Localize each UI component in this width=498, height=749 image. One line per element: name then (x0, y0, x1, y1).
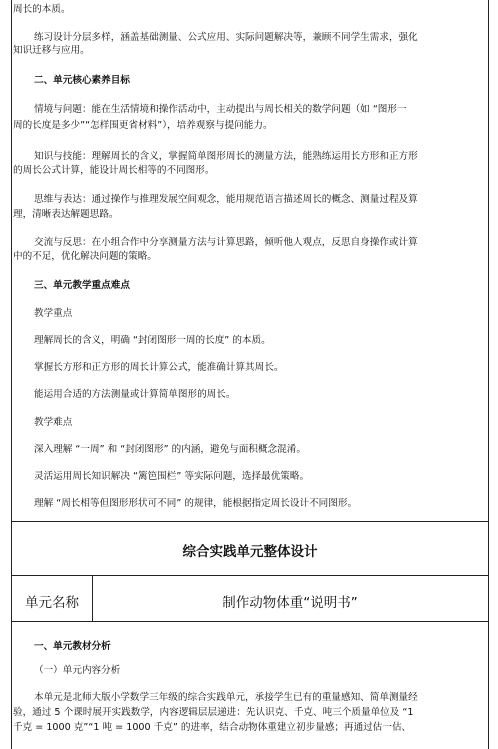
unit-name-value: 制作动物体重“说明书” (222, 595, 358, 611)
section-heading: 二、单元核心素养目标 (34, 75, 130, 86)
section-heading: 一、单元教材分析 (34, 641, 111, 652)
text-line: 教学重点 (34, 308, 73, 319)
page-title: 综合实践单元整体设计 (182, 544, 318, 560)
text-line: 深入理解 “一周” 和 “封闭图形” 的内涵，避免与面积概念混淆。 (34, 444, 306, 455)
text-line: 情境与问题：能在生活情境和操作活动中，主动提出与周长相关的数学问题（如 “图形一 (34, 104, 407, 115)
material-analysis-section (11, 622, 489, 749)
text-line: 能运用合适的方法测量或计算简单图形的周长。 (34, 389, 236, 400)
text-line: 掌握长方形和正方形的周长计算公式，能准确计算其周长。 (34, 362, 284, 373)
design-title-row (11, 522, 489, 576)
text-line: 思维与表达：通过操作与推理发展空间观念，能用规范语言描述周长的概念、测量过程及算 (34, 194, 418, 205)
goals-and-focus-section (11, 0, 489, 522)
text-line: 本单元是北师大版小学数学三年级的综合实践单元，承接学生已有的重量感知、简单测量经 (34, 692, 418, 703)
text-line: 千克 = 1000 克”“1 吨 = 1000 千克” 的进率，结合动物体重建立初步量感；再通过估一估、 (13, 722, 412, 733)
text-line: 教学难点 (34, 417, 73, 428)
section-heading: 三、单元教学重点难点 (34, 280, 130, 291)
text-line: 理解周长的含义，明确 “封闭图形一周的长度” 的本质。 (34, 335, 271, 346)
subsection-heading: （一）单元内容分析 (34, 665, 121, 676)
unit-name-row (11, 576, 489, 622)
text-line: 交流与反思：在小组合作中分享测量方法与计算思路，倾听他人观点，反思自身操作或计算 (34, 237, 418, 248)
text-line: 理，清晰表达解题思路。 (13, 209, 119, 220)
text-line: 知识与技能：理解周长的含义，掌握简单图形周长的测量方法，能熟练运用长方形和正方形 (34, 151, 418, 162)
text-line: 周的长度是多少”“怎样围更省材料”），培养观察与提问能力。 (13, 120, 273, 131)
text-line: 灵活运用周长知识解决 “篱笆围栏” 等实际问题，选择最优策略。 (34, 471, 310, 482)
text-line: 理解 “周长相等但图形形状可不同” 的规律，能根据指定周长设计不同图形。 (34, 498, 358, 509)
text-line: 的周长公式计算，能设计周长相等的不同图形。 (13, 165, 215, 176)
text-line: 验，通过 5 个课时展开实践数学，内容逻辑层层递进：先认识克、千克、吨三个质量单位及 “1 (13, 707, 414, 718)
text-line: 知识迁移与应用。 (13, 45, 90, 56)
text-line: 中的不足，优化解决问题的策略。 (13, 251, 157, 262)
text-line: 周长的本质。 (13, 4, 71, 15)
unit-name-label: 单元名称 (25, 595, 79, 611)
text-line: 练习设计分层多样，涵盖基础测量、公式应用、实际问题解决等，兼顾不同学生需求，强化 (34, 32, 418, 43)
